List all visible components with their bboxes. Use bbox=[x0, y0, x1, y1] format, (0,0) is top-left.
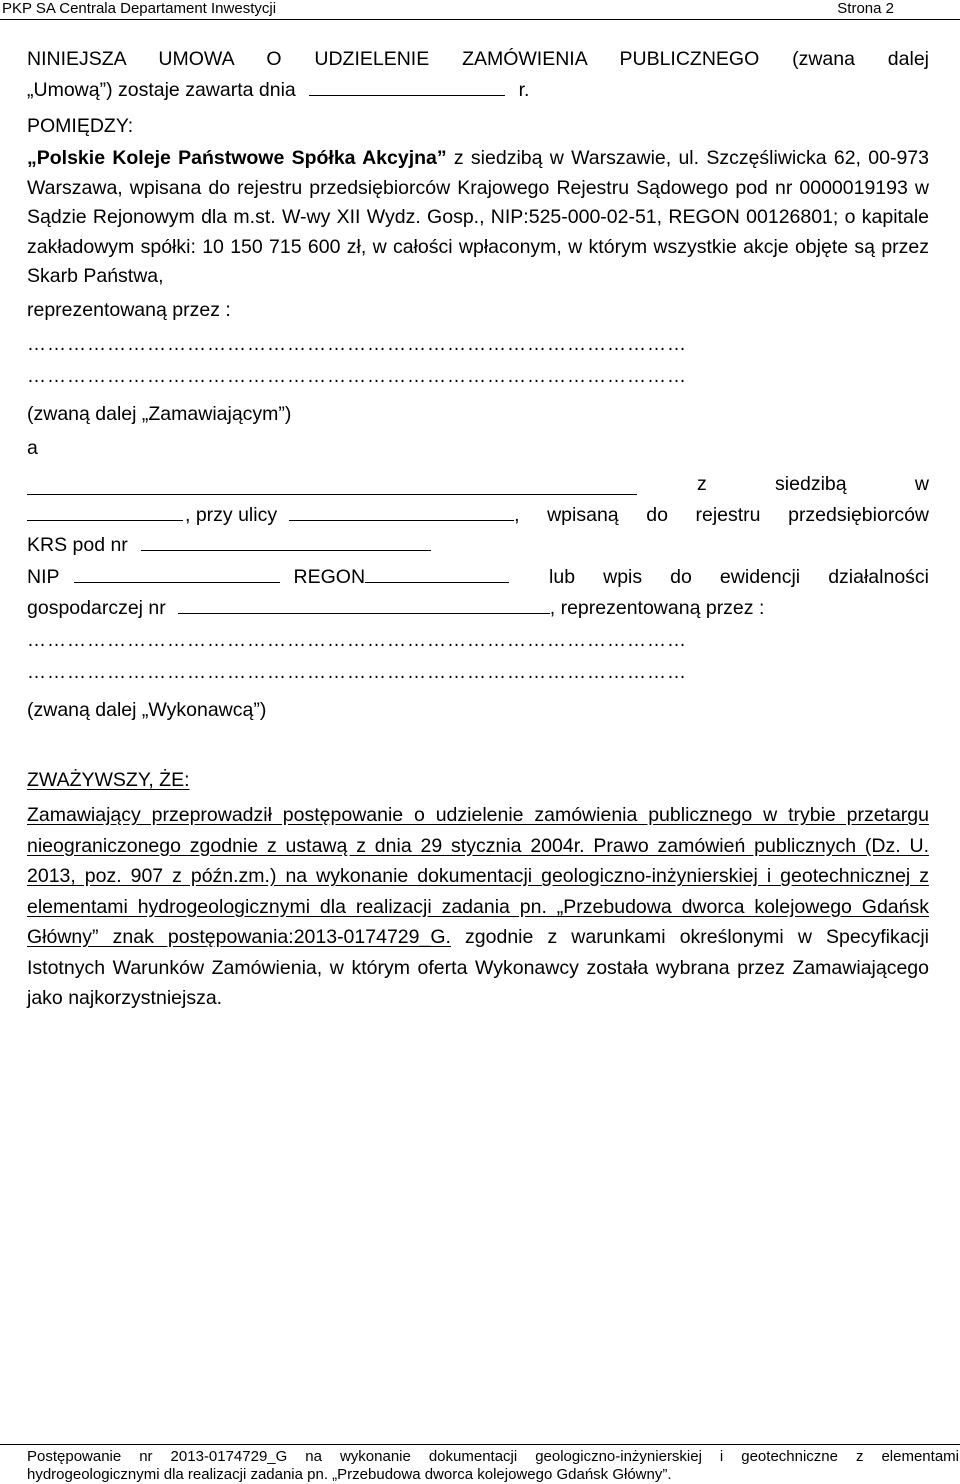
footer-rule bbox=[0, 1444, 960, 1445]
whereas-rest-text: zgodnie z warunkami określonymi w Specyfikacji Istotnych Warunków Zamówienia, w którym oferta Wykonawcy została wybrana przez Zamawiającego jako najkorzystniejsza. bbox=[27, 926, 929, 1009]
party2-representative-line-1[interactable]: ……………………………………………………………………………………… bbox=[27, 630, 687, 651]
party1-name: „Polskie Koleje Państwowe Spółka Akcyjna” bbox=[27, 147, 447, 169]
party1-represented-label: reprezentowaną przez : bbox=[27, 299, 231, 321]
header-department: PKP SA Centrala Departament Inwestycji bbox=[2, 0, 277, 17]
intro-line-1: NINIEJSZA UMOWA O UDZIELENIE ZAMÓWIENIA PUBLICZNEGO (zwana dalej bbox=[27, 48, 929, 70]
party2-paragraph bbox=[27, 470, 929, 561]
intro-paragraph bbox=[27, 45, 929, 105]
company-name-field[interactable] bbox=[27, 474, 637, 495]
party1-paragraph bbox=[27, 144, 929, 292]
whereas-paragraph bbox=[27, 800, 929, 1014]
whereas-underlined-text: Zamawiający przeprowadził postępowanie o udzielenie zamówienia publicznego w trybie przetargu nieograniczonego zgodnie z ustawą z dnia 29 stycznia 2004r. Prawo zamówień publicznych (Dz. U. 2013, poz. 907 z późn.zm.) na wykonanie dokumentacji geologiczno-inżynierskiej i geotechnicznej z elementami hydrogeologicznymi dla realizacji zadania pn. „Przebudowa dworca kolejowego Gdańsk Główny” znak postępowania:2013-0174729_G. bbox=[27, 804, 929, 948]
header-rule bbox=[0, 19, 960, 20]
intro-date-label: „Umową”) zostaje zawarta dnia bbox=[27, 78, 296, 101]
intro-date-suffix: r. bbox=[518, 78, 530, 101]
party2-line-5 bbox=[27, 593, 929, 624]
party2-street-label: , przy ulicy bbox=[185, 503, 278, 526]
party2-alias: (zwaną dalej „Wykonawcą”) bbox=[27, 699, 267, 721]
party2-seat-label: z siedzibą w bbox=[697, 473, 929, 495]
party2-representative-line-2[interactable]: ……………………………………………………………………………………… bbox=[27, 662, 687, 683]
regon-label: REGON bbox=[293, 566, 366, 588]
party2-ids-paragraph bbox=[27, 562, 929, 623]
nip-label: NIP bbox=[27, 566, 60, 588]
party2-line-3 bbox=[27, 530, 929, 561]
header-page-number: Strona 2 bbox=[837, 0, 894, 17]
city-field[interactable] bbox=[27, 500, 183, 521]
conjunction: a bbox=[27, 437, 38, 459]
business-register-nr-label: gospodarczej nr bbox=[27, 596, 166, 619]
street-field[interactable] bbox=[289, 500, 514, 521]
business-register-label: lub wpis do ewidencji działalności bbox=[549, 566, 929, 588]
party2-line-1 bbox=[27, 470, 929, 500]
party1-representative-line-2[interactable]: ……………………………………………………………………………………… bbox=[27, 366, 687, 387]
party1-alias: (zwaną dalej „Zamawiającym”) bbox=[27, 403, 292, 425]
page-footer bbox=[27, 1448, 959, 1484]
intro-line-2 bbox=[27, 75, 929, 106]
party2-line-4 bbox=[27, 562, 929, 593]
party2-register-label: , wpisaną do rejestru przedsiębiorców bbox=[514, 503, 929, 526]
contract-date-field[interactable] bbox=[309, 75, 505, 96]
page-header bbox=[0, 0, 960, 22]
footer-line-2: hydrogeologicznymi dla realizacji zadania pn. „Przebudowa dworca kolejowego Gdańsk Główny”. bbox=[27, 1466, 672, 1483]
nip-field[interactable] bbox=[74, 562, 280, 583]
whereas-heading: ZWAŻYWSZY, ŻE: bbox=[27, 769, 190, 791]
parties-label: POMIĘDZY: bbox=[27, 115, 134, 137]
business-register-field[interactable] bbox=[178, 593, 550, 614]
party1-details: z siedzibą w Warszawie, ul. Szczęśliwicka 62, 00-973 Warszawa, wpisana do rejestru przedsiębiorców Krajowego Rejestru Sądowego pod nr 0000019193 w Sądzie Rejonowym dla m.st. W-wy XII Wydz. Gosp., NIP:525-000-02-51, REGON 00126801; o kapitale zakładowym spółki: 10 150 715 600 zł, w całości wpłaconym, w którym wszystkie akcje objęte są przez Skarb Państwa, bbox=[27, 147, 929, 287]
party2-line-2 bbox=[27, 500, 929, 531]
party1-representative-line-1[interactable]: ……………………………………………………………………………………… bbox=[27, 334, 687, 355]
krs-label: KRS pod nr bbox=[27, 534, 128, 556]
footer-line-1: Postępowanie nr 2013-0174729_G na wykonanie dokumentacji geologiczno-inżynierskiej i geotechniczne z elementami bbox=[27, 1448, 959, 1465]
krs-field[interactable] bbox=[141, 530, 431, 551]
regon-field[interactable] bbox=[365, 562, 509, 583]
party2-represented-label: , reprezentowaną przez : bbox=[549, 596, 765, 619]
